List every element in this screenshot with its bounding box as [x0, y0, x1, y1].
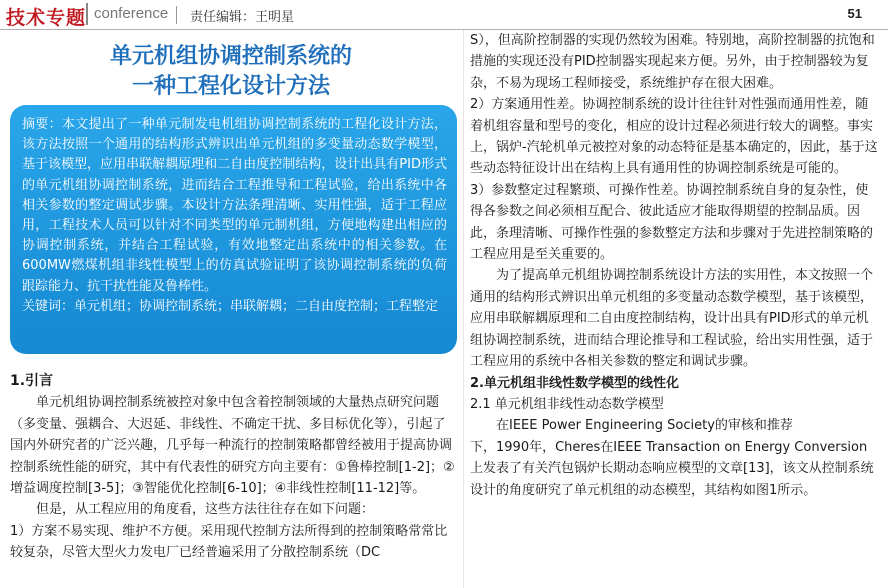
- section-heading-intro: 1.引言: [10, 373, 54, 389]
- page-header: [0, 0, 888, 30]
- responsible-editor: 责任编辑：王明星: [190, 10, 295, 25]
- right-paragraph-5b: 下，1990年，Cheres在IEEE Transaction on Energy Conversion上发表了有关汽包锅炉长期动态响应模型的文章[13]，该文从控制系统设计的角度研究了单元机组的动态模型，其结构如图1所示。: [470, 439, 874, 498]
- article-title-line1: 单元机组协调控制系统的: [109, 44, 352, 69]
- right-paragraph-2: 2）方案通用性差。协调控制系统的设计往往针对性强而通用性差，随着机组容量和型号的变化，相应的设计过程必须进行较大的调整。事实上，锅炉-汽轮机单元被控对象的动态特征是基本确定的，因此，基于这些动态特征设计出在结构上具有通用性的协调控制系统是可能的。: [470, 97, 878, 177]
- right-paragraph-4: 为了提高单元机组协调控制系统设计方法的实用性，本文按照一个通用的结构形式辨识出单元机组的多变量动态数学模型，基于该模型，应用串联解耦原理和二自由度控制结构，设计出具有PID形式的单元机组协调控制系统，进而结合理论推导和工程试验，给出实用性强，适于工程应用的系统中各相关参数的整定和调试步骤。: [470, 268, 874, 370]
- section-heading-2: 2.单元机组非线性数学模型的线性化: [470, 375, 679, 391]
- article-title-line2: 一种工程化设计方法: [131, 74, 330, 99]
- page-number: 51: [847, 6, 862, 21]
- abstract-text: 摘要：本文提出了一种单元制发电机组协调控制系统的工程化设计方法，该方法按照一个通用的结构形式辨识出单元机组的多变量动态数学模型，基于该模型，应用串联解耦原理和二自由度控制结构，设计出具有PID形式的单元机组协调控制系统，进而结合工程推导和工程试验，给出系统中各相关参数的整定调试步骤。本设计方法条理清晰、实用性强，适于工程应用，工程技术人员可以针对不同类型的单元制机组，方便地构建出相应的协调控制系统，并结合工程试验，有效地整定出系统中的相关参数。在600MW燃煤机组非线性模型上的仿真试验证明了该协调控制系统的负荷跟踪能力、抗干扰性能及鲁棒性。: [22, 117, 447, 294]
- abstract-box: [10, 105, 457, 354]
- section-brand: 技术专题: [6, 7, 87, 29]
- intro-paragraph-2: 但是，从工程应用的角度看，这些方法往往存在如下问题：: [36, 502, 375, 518]
- intro-paragraph-1: 单元机组协调控制系统被控对象中包含着控制领域的大量热点研究问题（多变量、强耦合、大迟延、非线性、不确定干扰、多目标优化等），引起了国内外研究者的广泛兴趣，几乎每一种流行的控制策略都曾经被用于提高协调控制系统性能的研究，其中有代表性的研究方向主要有：①鲁棒控制[1-2]；②增益调度控制[3-5]；③智能优化控制[6-10]；④非线性控制[11-12]等。: [10, 395, 455, 497]
- right-paragraph-3: 3）参数整定过程繁琐、可操作性差。协调控制系统自身的复杂性，使得各参数之间必须相互配合、彼此适应才能取得期望的控制品质。因此，条理清晰、可操作性强的参数整定方法和步骤对于先进控制策略的工程应用是至关重要的。: [470, 182, 874, 263]
- left-column: [10, 371, 457, 564]
- article-title: [0, 42, 462, 102]
- right-paragraph-5a: 在IEEE Power Engineering Society的审核和推荐: [496, 418, 793, 434]
- keywords: 关键词：单元机组；协调控制系统；串联解耦；二自由度控制；工程整定: [22, 298, 439, 314]
- intro-paragraph-3: 1）方案不易实现、维护不方便。采用现代控制方法所得到的控制策略常常比较复杂，尽管大型火力发电厂已经普遍采用了分散控制系统（DC: [10, 523, 448, 561]
- subsection-heading-2-1: 2.1 单元机组非线性动态数学模型: [470, 396, 664, 412]
- section-brand-en: conference: [86, 3, 174, 25]
- column-divider: [463, 30, 464, 588]
- right-column: [470, 30, 878, 501]
- header-separator: [176, 6, 177, 24]
- right-paragraph-1: S），但高阶控制器的实现仍然较为困难。特别地，高阶控制器的抗饱和措施的实现还没有PID控制器实现起来方便。另外，由于控制器较为复杂，不易为现场工程师接受，系统维护存在很大困难。: [470, 33, 875, 91]
